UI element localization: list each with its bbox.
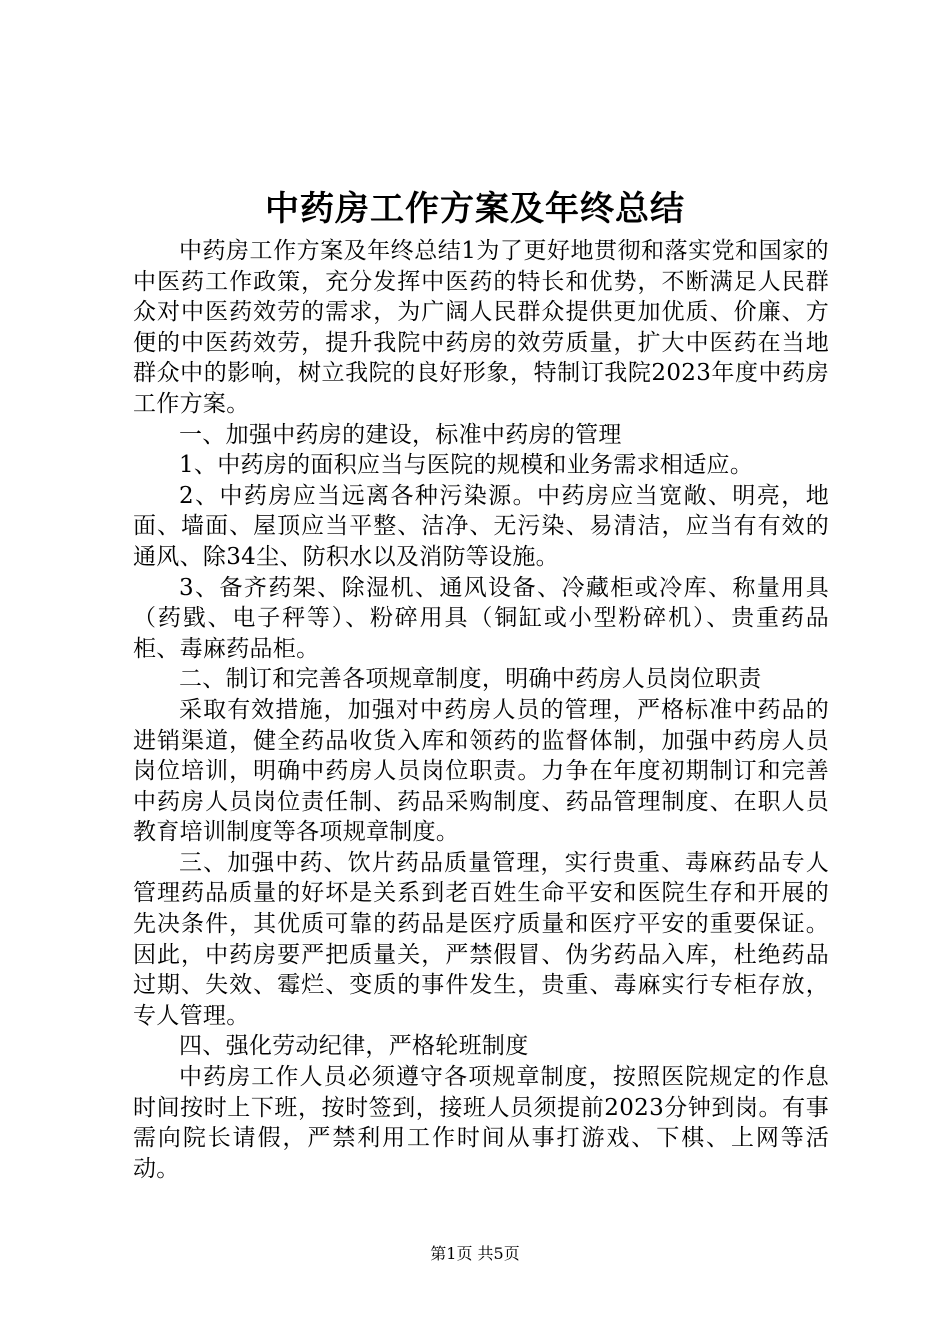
section-heading-4: 四、强化劳动纪律，严格轮班制度 — [179, 1033, 529, 1060]
page-footer: 第1页 共5页 — [430, 1244, 520, 1263]
paragraph-intro: 中药房工作方案及年终总结1为了更好地贯彻和落实党和国家的中医药工作政策，充分发挥中医药的特长和优势，不断满足人民群众对中医药效劳的需求，为广阔人民群众提供更加优质、价廉、方便的中医药效劳，提升我院中药房的效劳质量，扩大中医药在当地群众中的影响，树立我院的良好形象，特制订我院2023年度中药房工作方案。 — [133, 238, 829, 417]
section-heading-1: 一、加强中药房的建设，标准中药房的管理 — [179, 421, 622, 448]
paragraph-section-2: 采取有效措施，加强对中药房人员的管理，严格标准中药品的进销渠道，健全药品收货入库和领药的监督体制，加强中药房人员岗位培训，明确中药房人员岗位职责。力争在年度初期制订和完善中药房人员岗位责任制、药品采购制度、药品管理制度、在职人员教育培训制度等各项规章制度。 — [133, 696, 829, 846]
paragraph-item-1: 1、中药房的面积应当与医院的规模和业务需求相适应。 — [179, 452, 754, 479]
paragraph-item-2: 2、中药房应当远离各种污染源。中药房应当宽敞、明亮，地面、墙面、屋顶应当平整、洁净、无污染、易清洁，应当有有效的通风、除34尘、防积水以及消防等设施。 — [133, 482, 829, 570]
section-heading-2: 二、制订和完善各项规章制度，明确中药房人员岗位职责 — [179, 666, 762, 693]
document-body — [133, 236, 829, 1184]
paragraph-item-3: 3、备齐药架、除湿机、通风设备、冷藏柜或冷库、称量用具（药戥、电子秤等）、粉碎用具（铜缸或小型粉碎机）、贵重药品柜、毒麻药品柜。 — [133, 574, 829, 662]
paragraph-section-3: 三、加强中药、饮片药品质量管理，实行贵重、毒麻药品专人管理药品质量的好坏是关系到老百姓生命平安和医院生存和开展的先决条件，其优质可靠的药品是医疗质量和医疗平安的重要保证。因此，中药房要严把质量关，严禁假冒、伪劣药品入库，杜绝药品过期、失效、霉烂、变质的事件发生，贵重、毒麻实行专柜存放，专人管理。 — [133, 849, 829, 1029]
document-title: 中药房工作方案及年终总结 — [265, 189, 685, 229]
paragraph-section-4: 中药房工作人员必须遵守各项规章制度，按照医院规定的作息时间按时上下班，按时签到，接班人员须提前2023分钟到岗。有事需向院长请假，严禁利用工作时间从事打游戏、下棋、上网等活动。 — [133, 1064, 829, 1182]
